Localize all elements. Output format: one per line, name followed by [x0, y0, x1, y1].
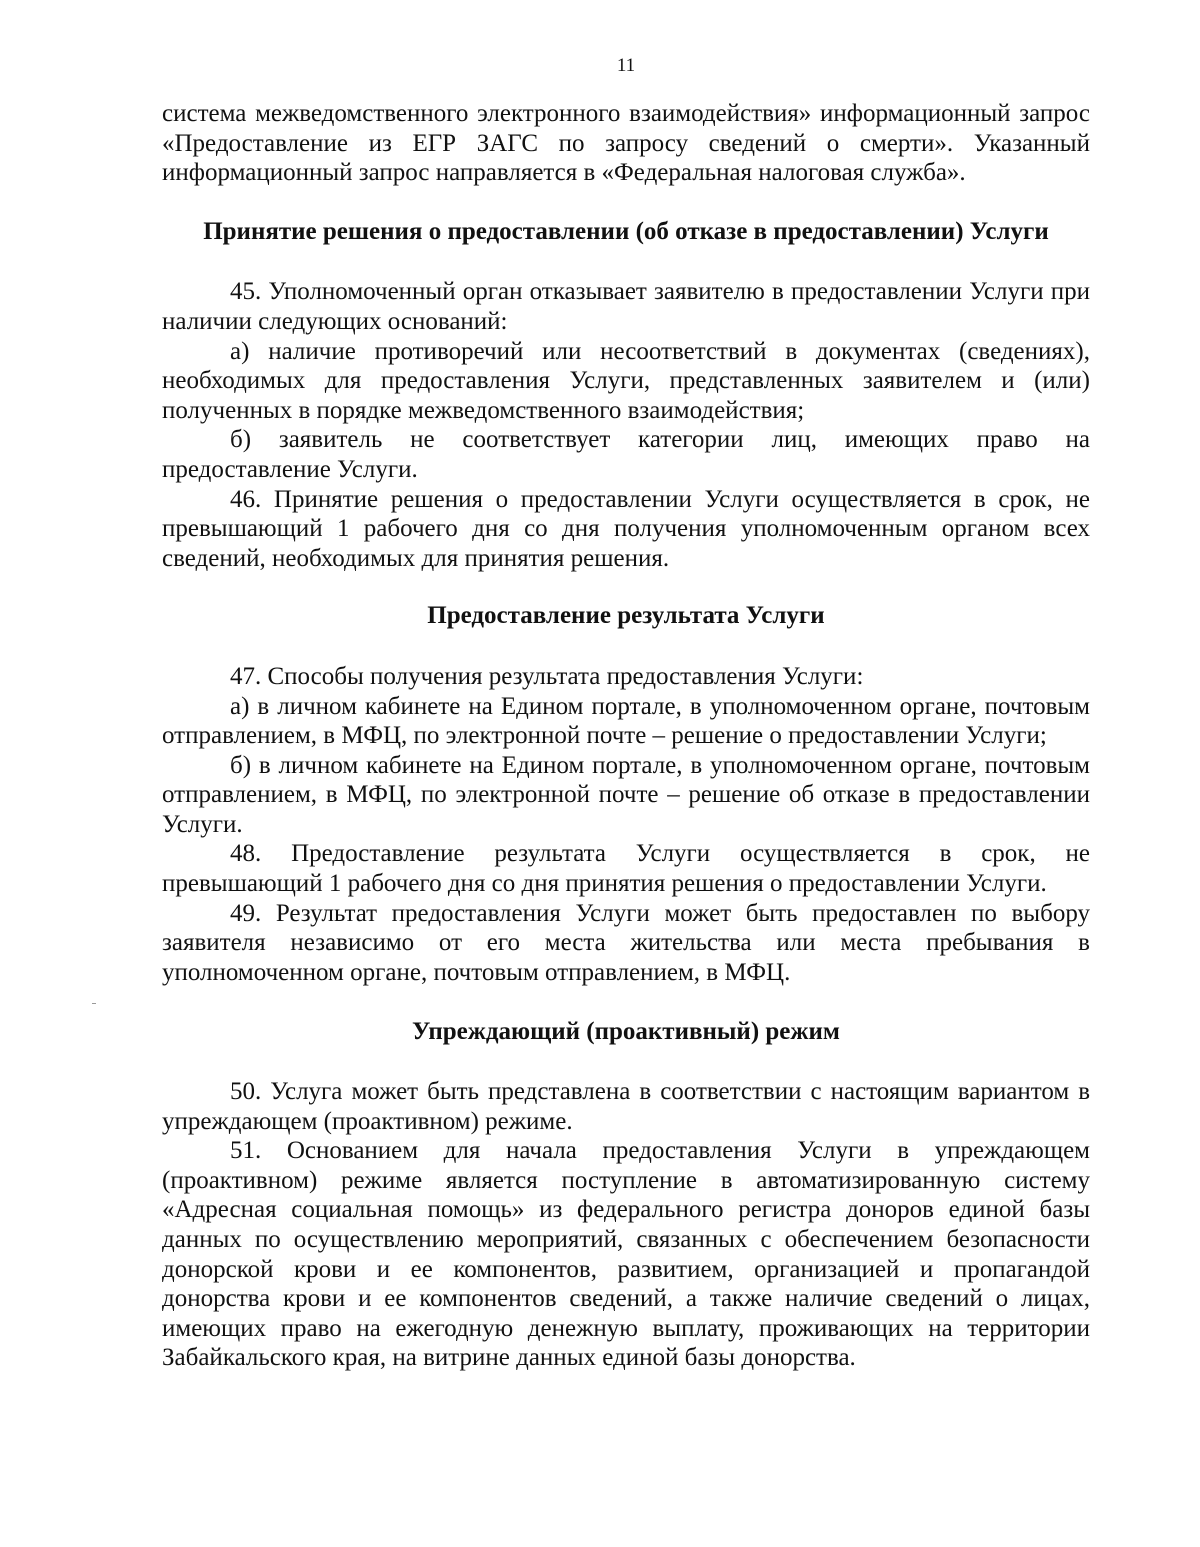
page-number: 11 [616, 55, 636, 76]
section-heading-result: Предоставление результата Услуги [427, 602, 825, 630]
paragraph-47b: б) в личном кабинете на Едином портале, в уполномоченном органе, почтовым отправлением, в МФЦ, по электронной почте – решение об отказе в предоставлении Услуги. [162, 751, 1090, 838]
section-heading-decision: Принятие решения о предоставлении (об отказе в предоставлении) Услуги [203, 217, 1049, 245]
scan-margin-mark [92, 1003, 96, 1004]
document-body [162, 99, 1090, 1373]
paragraph-47a: а) в личном кабинете на Едином портале, в уполномоченном органе, почтовым отправлением, в МФЦ, по электронной почте – решение о предоставлении Услуги; [162, 692, 1090, 750]
paragraph-46: 46. Принятие решения о предоставлении Услуги осуществляется в срок, не превышающий 1 рабочего дня со дня получения уполномоченным органом всех сведений, необходимых для принятия решения. [162, 485, 1090, 572]
paragraph-45: 45. Уполномоченный орган отказывает заявителю в предоставлении Услуги при наличии следующих оснований: [162, 278, 1090, 335]
paragraph-49: 49. Результат предоставления Услуги может быть предоставлен по выбору заявителя независимо от его места жительства или места пребывания в уполномоченном органе, почтовым отправлением, в МФЦ. [162, 899, 1090, 986]
paragraph-45b: б) заявитель не соответствует категории лиц, имеющих право на предоставление Услуги. [162, 426, 1090, 483]
paragraph-45a: а) наличие противоречий или несоответствий в документах (сведениях), необходимых для предоставления Услуги, представленных заявителем и (или) полученных в порядке межведомственного взаимодействия; [162, 337, 1090, 424]
paragraph-51: 51. Основанием для начала предоставления Услуги в упреждающем (проактивном) режиме является поступление в автоматизированную систему «Адресная социальная помощь» из федерального регистра доноров единой базы данных по осуществлению мероприятий, связанных с обеспечением безопасности донорской крови и ее компонентов, развитием, организацией и пропагандой донорства крови и ее компонентов сведений, а также наличие сведений о лицах, имеющих право на ежегодную денежную выплату, проживающих на территории Забайкальского края, на витрине данных единой базы донорства. [162, 1137, 1090, 1372]
section-heading-proactive: Упреждающий (проактивный) режим [412, 1018, 840, 1046]
paragraph-48: 48. Предоставление результата Услуги осуществляется в срок, не превышающий 1 рабочего дня со дня принятия решения о предоставлении Услуги. [162, 840, 1090, 898]
intro-paragraph: система межведомственного электронного взаимодействия» информационный запрос «Предоставление из ЕГР ЗАГС по запросу сведений о смерти». Указанный информационный запрос направляется в «Федеральная налоговая служба». [162, 100, 1090, 187]
paragraph-47: 47. Способы получения результата предоставления Услуги: [230, 662, 864, 690]
paragraph-50: 50. Услуга может быть представлена в соответствии с настоящим вариантом в упреждающем (проактивном) режиме. [162, 1078, 1090, 1135]
